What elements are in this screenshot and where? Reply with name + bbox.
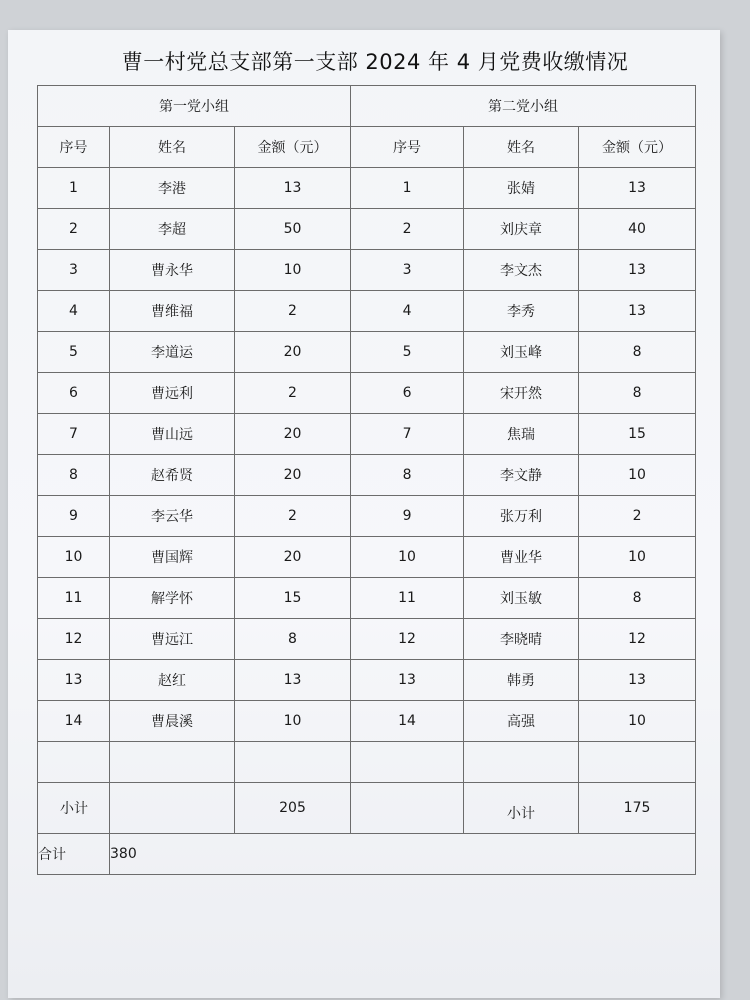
g1-col-amount: 金额（元） xyxy=(235,127,351,168)
g1-row-amount-value: 8 xyxy=(288,631,297,647)
table-row xyxy=(38,660,696,701)
g2-row-no: 2 xyxy=(351,209,464,250)
blank-cell xyxy=(351,742,464,783)
g2-row-no: 6 xyxy=(351,373,464,414)
g2-row-no: 4 xyxy=(351,291,464,332)
g1-row-amount-value: 50 xyxy=(283,221,302,237)
table-row xyxy=(38,332,696,373)
g1-row-amount xyxy=(235,496,351,537)
blank-cell xyxy=(110,742,235,783)
g2-row-no: 13 xyxy=(351,660,464,701)
total-label: 合计 xyxy=(38,834,110,875)
g2-row-amount-value: 10 xyxy=(628,467,646,483)
table-row xyxy=(38,291,696,332)
g2-subtotal-label: 小计 xyxy=(464,783,579,834)
g2-row-name: 刘玉敏 xyxy=(464,578,579,619)
g2-row-amount xyxy=(579,619,696,660)
table-row xyxy=(38,414,696,455)
g1-row-name: 李云华 xyxy=(110,496,235,537)
g2-row-amount xyxy=(579,496,696,537)
g1-row-name: 曹维福 xyxy=(110,291,235,332)
g2-row-amount xyxy=(579,373,696,414)
g1-row-name: 曹山远 xyxy=(110,414,235,455)
g2-row-no: 14 xyxy=(351,701,464,742)
blank-cell xyxy=(464,742,579,783)
g2-row-amount xyxy=(579,455,696,496)
g2-col-amount: 金额（元） xyxy=(579,127,696,168)
table-row xyxy=(38,537,696,578)
g1-row-no: 9 xyxy=(38,496,110,537)
g2-row-amount xyxy=(579,578,696,619)
g1-row-amount xyxy=(235,373,351,414)
table-row xyxy=(38,701,696,742)
g1-row-amount-value: 20 xyxy=(283,467,302,483)
g1-row-no: 13 xyxy=(38,660,110,701)
blank-cell xyxy=(235,742,351,783)
g2-row-no: 1 xyxy=(351,168,464,209)
g1-row-amount-value: 10 xyxy=(283,713,302,729)
g2-row-name: 李晓晴 xyxy=(464,619,579,660)
table-row xyxy=(38,455,696,496)
g2-row-amount-value: 8 xyxy=(632,385,642,401)
table-row xyxy=(38,373,696,414)
g1-row-no: 11 xyxy=(38,578,110,619)
g2-subtotal-value: 175 xyxy=(579,783,696,834)
subtotal-row xyxy=(38,783,696,834)
g2-row-amount xyxy=(579,250,696,291)
g2-row-name: 李文杰 xyxy=(464,250,579,291)
group2-name: 第二党小组 xyxy=(351,86,696,127)
g1-row-no: 7 xyxy=(38,414,110,455)
g2-row-amount-value: 13 xyxy=(628,672,646,688)
group1-name: 第一党小组 xyxy=(38,86,351,127)
blank-cell xyxy=(579,742,696,783)
g2-row-amount xyxy=(579,701,696,742)
g2-row-no: 9 xyxy=(351,496,464,537)
g2-col-name: 姓名 xyxy=(464,127,579,168)
g1-row-name: 李超 xyxy=(110,209,235,250)
g1-row-no: 4 xyxy=(38,291,110,332)
g1-row-no: 1 xyxy=(38,168,110,209)
column-header-row xyxy=(38,127,696,168)
g2-col-no: 序号 xyxy=(351,127,464,168)
g2-row-amount-value: 13 xyxy=(628,303,646,319)
table-row xyxy=(38,619,696,660)
g1-row-amount xyxy=(235,168,351,209)
g1-row-name: 解学怀 xyxy=(110,578,235,619)
g1-row-name: 曹晨溪 xyxy=(110,701,235,742)
g2-row-no: 7 xyxy=(351,414,464,455)
blank-row xyxy=(38,742,696,783)
g2-row-amount xyxy=(579,660,696,701)
g1-row-amount-value: 20 xyxy=(283,344,302,360)
g2-row-name: 宋开然 xyxy=(464,373,579,414)
g2-row-amount xyxy=(579,332,696,373)
table-row xyxy=(38,496,696,537)
g1-row-no: 12 xyxy=(38,619,110,660)
g2-row-amount-value: 8 xyxy=(632,344,642,360)
g2-row-name: 刘玉峰 xyxy=(464,332,579,373)
g1-row-amount-value: 15 xyxy=(283,590,302,606)
g2-row-name: 李文静 xyxy=(464,455,579,496)
g2-row-amount-value: 2 xyxy=(632,508,642,524)
g2-row-name: 刘庆章 xyxy=(464,209,579,250)
g2-row-amount xyxy=(579,291,696,332)
g1-row-amount-value: 2 xyxy=(288,508,297,524)
blank-cell xyxy=(38,742,110,783)
g2-row-no: 11 xyxy=(351,578,464,619)
dues-table xyxy=(37,85,696,875)
table-row xyxy=(38,250,696,291)
dues-table-body xyxy=(38,86,696,875)
g2-row-no: 10 xyxy=(351,537,464,578)
g1-row-amount xyxy=(235,537,351,578)
g1-row-name: 赵希贤 xyxy=(110,455,235,496)
g2-row-no: 12 xyxy=(351,619,464,660)
g1-row-amount-value: 13 xyxy=(283,672,302,688)
g1-row-name: 赵红 xyxy=(110,660,235,701)
g1-row-amount xyxy=(235,701,351,742)
g1-col-name: 姓名 xyxy=(110,127,235,168)
g1-subtotal-value: 205 xyxy=(235,783,351,834)
g2-row-amount xyxy=(579,168,696,209)
g1-row-no: 3 xyxy=(38,250,110,291)
g1-row-amount xyxy=(235,660,351,701)
g1-row-amount xyxy=(235,455,351,496)
g1-row-amount xyxy=(235,291,351,332)
g1-row-amount xyxy=(235,619,351,660)
g2-row-name: 焦瑞 xyxy=(464,414,579,455)
g2-subtotal-blank xyxy=(351,783,464,834)
g2-row-amount-value: 15 xyxy=(628,426,646,442)
g2-row-no: 3 xyxy=(351,250,464,291)
g2-row-amount xyxy=(579,414,696,455)
g1-row-name: 曹永华 xyxy=(110,250,235,291)
g1-row-name: 曹国辉 xyxy=(110,537,235,578)
g2-row-name: 李秀 xyxy=(464,291,579,332)
g2-row-name: 高强 xyxy=(464,701,579,742)
g1-row-amount-value: 2 xyxy=(288,303,297,319)
g1-subtotal-blank xyxy=(110,783,235,834)
g2-row-name: 张万利 xyxy=(464,496,579,537)
g2-row-name: 曹业华 xyxy=(464,537,579,578)
g2-row-amount-value: 13 xyxy=(628,180,646,196)
g1-row-amount xyxy=(235,414,351,455)
g1-row-amount-value: 20 xyxy=(283,426,302,442)
g1-row-no: 5 xyxy=(38,332,110,373)
g1-subtotal-label: 小计 xyxy=(38,783,110,834)
g1-row-amount xyxy=(235,209,351,250)
g2-row-name: 韩勇 xyxy=(464,660,579,701)
g1-row-amount xyxy=(235,250,351,291)
g1-row-amount-value: 20 xyxy=(283,549,302,565)
total-value: 380 xyxy=(110,834,696,875)
g1-row-name: 曹远江 xyxy=(110,619,235,660)
g1-row-amount-value: 10 xyxy=(283,262,302,278)
g1-row-name: 李道运 xyxy=(110,332,235,373)
g1-row-no: 6 xyxy=(38,373,110,414)
g1-row-no: 8 xyxy=(38,455,110,496)
g2-row-amount-value: 12 xyxy=(628,631,646,647)
g2-row-amount-value: 40 xyxy=(628,221,646,237)
table-row xyxy=(38,168,696,209)
g1-row-name: 李港 xyxy=(110,168,235,209)
g1-col-no: 序号 xyxy=(38,127,110,168)
g2-row-amount-value: 10 xyxy=(628,549,646,565)
g2-row-amount-value: 10 xyxy=(628,713,646,729)
group-header-row xyxy=(38,86,696,127)
total-row xyxy=(38,834,696,875)
table-row xyxy=(38,578,696,619)
g2-row-amount-value: 13 xyxy=(628,262,646,278)
g2-row-amount xyxy=(579,209,696,250)
table-row xyxy=(38,209,696,250)
g2-row-name: 张婧 xyxy=(464,168,579,209)
g1-row-no: 10 xyxy=(38,537,110,578)
g1-row-amount-value: 2 xyxy=(288,385,297,401)
g2-row-amount-value: 8 xyxy=(632,590,642,606)
g2-row-amount xyxy=(579,537,696,578)
g2-row-no: 8 xyxy=(351,455,464,496)
g1-row-name: 曹远利 xyxy=(110,373,235,414)
g1-row-amount-value: 13 xyxy=(283,180,302,196)
g1-row-amount xyxy=(235,332,351,373)
g2-row-no: 5 xyxy=(351,332,464,373)
page-title: 曹一村党总支部第一支部 2024 年 4 月党费收缴情况 xyxy=(121,50,629,74)
g1-row-amount xyxy=(235,578,351,619)
g1-row-no: 14 xyxy=(38,701,110,742)
g1-row-no: 2 xyxy=(38,209,110,250)
